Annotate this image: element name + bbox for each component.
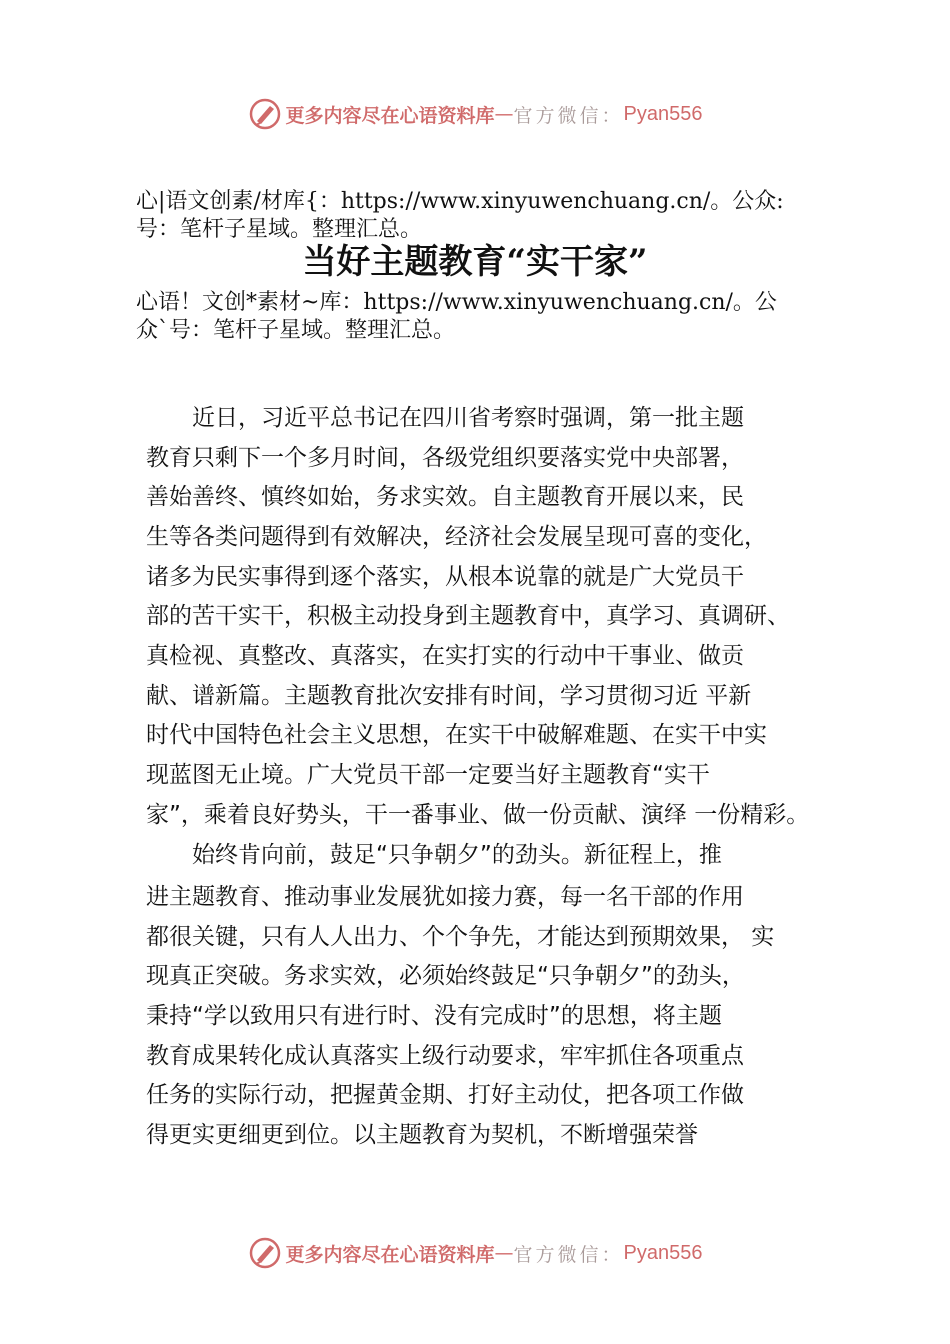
footer-banner (0, 1233, 950, 1273)
body-line: 时代中国特色社会主义思想，在实干中破解难题、在实干中实 (146, 722, 767, 748)
body-line: 现真正突破。务求实效，必须始终鼓足“只争朝夕”的劲头， (146, 963, 745, 989)
watermark-line-3: 心语！文创*素材~库：https://www.xinyuwenchuang.cn/。公 (136, 290, 777, 315)
logo-icon (248, 97, 282, 131)
body-line: 真检视、真整改、真落实，在实打实的行动中干事业、做贡 (146, 643, 744, 669)
body-line: 善始善终、慎终如始，务求实效。自主题教育开展以来，民 (146, 484, 744, 510)
banner-main-text: 更多内容尽在心语资料库 (285, 1243, 495, 1266)
body-line: 部的苦干实干，积极主动投身到主题教育中，真学习、真调研、 (146, 603, 790, 629)
logo-icon (248, 1236, 282, 1270)
watermark-line-2: 号：笔杆子星域。整理汇总。 (136, 217, 423, 242)
watermark-line-1: 心|语文创素/材库{：https://www.xinyuwenchuang.cn/。公众: (136, 189, 784, 214)
body-line: 诸多为民实事得到逐个落实，从根本说靠的就是广大党员干 (146, 564, 744, 590)
body-line: 都很关键，只有人人出力、个个争先，才能达到预期效果， 实 (146, 924, 775, 950)
banner-wechat-id: Pyan556 (623, 1241, 703, 1264)
watermark-line-4: 众`号：笔杆子星域。整理汇总。 (136, 318, 456, 343)
header-banner (0, 94, 950, 134)
body-line: 任务的实际行动，把握黄金期、打好主动仗，把各项工作做 (146, 1082, 744, 1108)
body-line: 进主题教育、推动事业发展犹如接力赛，每一名干部的作用 (146, 884, 744, 910)
document-title: 当好主题教育“实干家” (302, 242, 648, 282)
body-line: 近日，习近平总书记在四川省考察时强调，第一批主题 (146, 405, 744, 431)
banner-dash: — (494, 103, 514, 125)
body-line: 秉持“学以致用只有进行时、没有完成时”的思想，将主题 (146, 1003, 722, 1029)
body-line: 生等各类问题得到有效解决，经济社会发展呈现可喜的变化， (146, 524, 767, 550)
banner-wechat-id: Pyan556 (623, 102, 703, 125)
body-line: 得更实更细更到位。以主题教育为契机，不断增强荣誉 (146, 1122, 698, 1148)
body-line: 现蓝图无止境。广大党员干部一定要当好主题教育“实干 (146, 762, 710, 788)
banner-wechat-label: 官方微信： (513, 1243, 624, 1266)
body-line: 教育只剩下一个多月时间，各级党组织要落实党中央部署， (146, 445, 744, 471)
body-line: 始终肯向前，鼓足“只争朝夕”的劲头。新征程上，推 (146, 842, 722, 868)
banner-wechat-label: 官方微信： (513, 104, 624, 127)
body-line: 家”，乘着良好势头，干一番事业、做一份贡献、演绎 一份精彩。 (146, 802, 810, 828)
banner-dash: — (494, 1242, 514, 1264)
body-line: 教育成果转化成认真落实上级行动要求，牢牢抓住各项重点 (146, 1043, 744, 1069)
body-line: 献、谱新篇。主题教育批次安排有时间，学习贯彻习近 平新 (146, 683, 752, 709)
banner-main-text: 更多内容尽在心语资料库 (285, 104, 495, 127)
